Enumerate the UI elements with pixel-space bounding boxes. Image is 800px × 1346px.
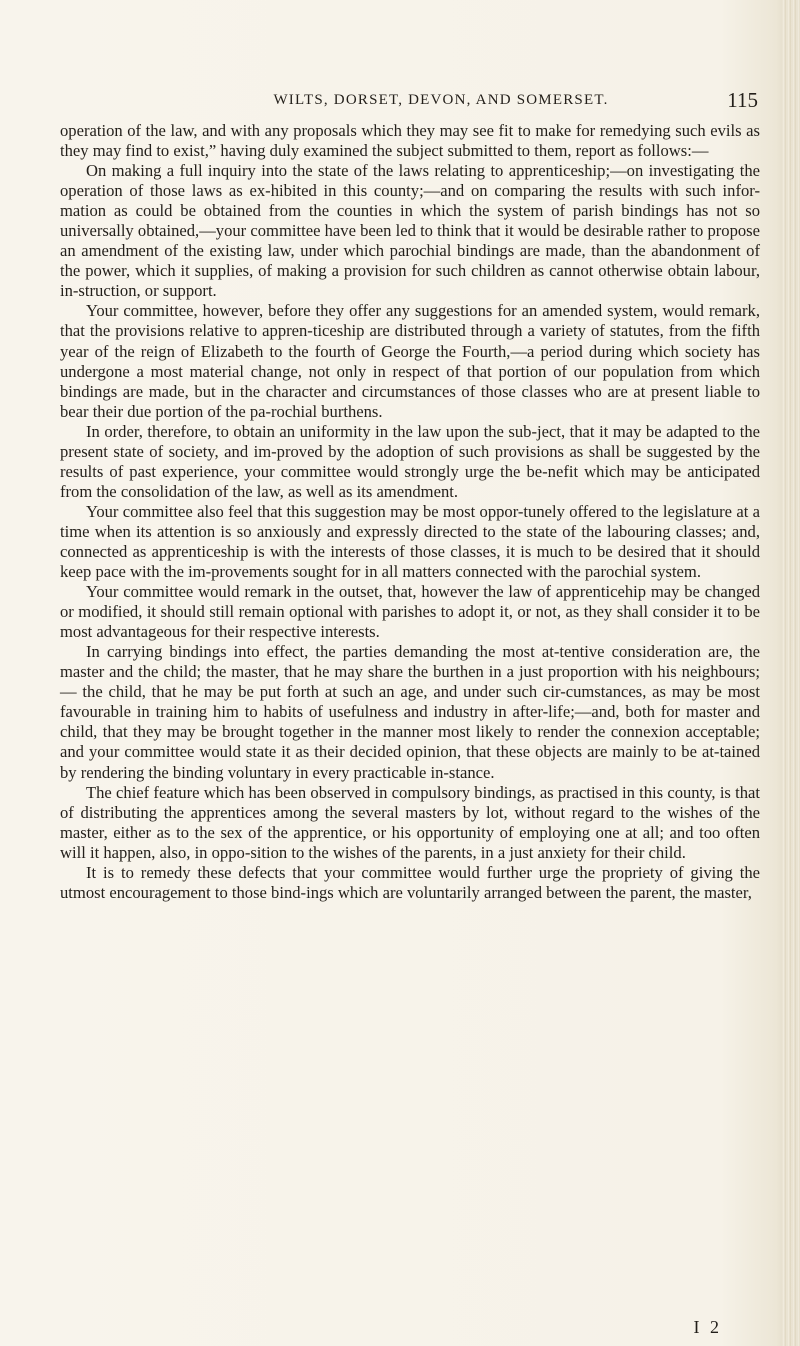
paragraph: On making a full inquiry into the state of the laws relating to apprenticeship;—on investigating the operation of those laws as ex-hibited in this county;—and on comparing the results with such infor-mation as could be obtained from the counties in which the system of parish bindings has not so universally obtained,—your committee have been led to think that it would be desirable rather to propose an amendment of the existing law, under which parochial bindings are made, than the abandonment of the power, which it supplies, of making a provision for such children as cannot otherwise obtain labour, in-struction, or support.	[60, 161, 760, 301]
page-number: 115	[727, 88, 758, 112]
page-header	[70, 88, 758, 116]
running-title: WILTS, DORSET, DEVON, AND SOMERSET.	[273, 92, 609, 108]
paragraph: Your committee would remark in the outset, that, however the law of apprenticehip may be changed or modified, it should still remain optional with parishes to adopt it, or not, as they shall consider it to be most advantageous for their respective interests.	[60, 582, 760, 642]
paragraph: It is to remedy these defects that your committee would further urge the propriety of giving the utmost encouragement to those bind-ings which are voluntarily arranged between the parent, the master,	[60, 862, 760, 902]
paragraph: operation of the law, and with any proposals which they may see fit to make for remedying such evils as they may find to exist,” having duly examined the subject submitted to them, report as follows:—	[60, 121, 760, 161]
paragraph: Your committee also feel that this suggestion may be most oppor-tunely offered to the legislature at a time when its attention is so anxiously and expressly directed to the state of the labouring classes; and, connected as apprenticeship is with the interests of those classes, it is much to be desired that it should keep pace with the im-provements sought for in all matters connected with the parochial system.	[60, 501, 760, 582]
paragraph: The chief feature which has been observed in compulsory bindings, as practised in this county, is that of distributing the apprentices among the several masters by lot, without regard to the wishes of the master, either as to the sex of the apprentice, or his opportunity of employing one at all; and too often will it happen, also, in oppo-sition to the wishes of the parents, in a just anxiety for their child.	[60, 782, 760, 862]
paragraph: In carrying bindings into effect, the parties demanding the most at-tentive consideration are, the master and the child; the master, that he may share the burthen in a just proportion with his neighbours;— the child, that he may be put forth at such an age, and under such cir-cumstances, as may be most favourable in training him to habits of usefulness and industry in after-life;—and, both for master and child, that they may be brought together in the manner most likely to render the connexion acceptable; and your committee would state it as their decided opinion, that these objects are mainly to be at-tained by rendering the binding voluntary in every practicable in-stance.	[60, 642, 760, 782]
paragraph: In order, therefore, to obtain an uniformity in the law upon the sub-ject, that it may be adapted to the present state of society, and im-proved by the adoption of such provisions as shall be suggested by the results of past experience, your committee would strongly urge the be-nefit which may be anticipated from the consolidation of the law, as well as its amendment.	[60, 421, 760, 501]
page-edge	[782, 0, 800, 1346]
paragraph: Your committee, however, before they offer any suggestions for an amended system, would remark, that the provisions relative to appren-ticeship are distributed through a variety of statutes, from the fifth year of the reign of Elizabeth to the fourth of George the Fourth,—a period during which society has undergone a most material change, not only in respect of that portion of our population from which bindings are made, but in the character and circumstances of those classes who are at present liable to bear their due portion of the pa-rochial burthens.	[60, 301, 760, 421]
body-text	[60, 121, 760, 903]
signature-mark: I 2	[693, 1317, 722, 1337]
